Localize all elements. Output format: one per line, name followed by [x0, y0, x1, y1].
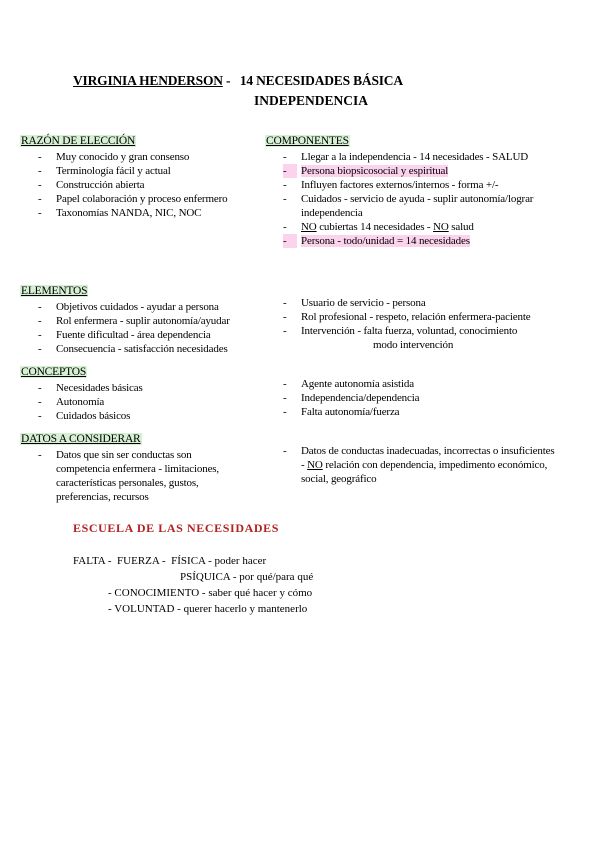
- list-item: - Usuario de servicio - persona: [283, 297, 426, 309]
- document-title: [73, 73, 403, 89]
- escuela-line-psiquica: PSÍQUICA - por qué/para qué: [180, 571, 314, 583]
- datos-section: [20, 429, 260, 504]
- elementos-left-list: [20, 300, 260, 356]
- elementos-section: [20, 281, 260, 356]
- conceptos-heading: CONCEPTOS: [21, 366, 87, 378]
- list-item: - Papel colaboración y proceso enfermero: [38, 193, 228, 205]
- razon-section: [20, 131, 260, 220]
- conceptos-left-list: [20, 381, 260, 423]
- list-item: - Cuidados básicos: [38, 410, 131, 422]
- list-item: - NO cubiertas 14 necesidades - NO salud: [283, 221, 474, 233]
- list-item: - Persona - todo/unidad = 14 necesidades: [283, 235, 470, 247]
- escuela-line-voluntad: - VOLUNTAD - querer hacerlo y mantenerlo: [108, 603, 308, 615]
- conceptos-right-list: [265, 377, 575, 419]
- datos-right: [265, 444, 555, 486]
- razon-heading: RAZÓN DE ELECCIÓN: [21, 135, 136, 147]
- title-topic: 14 NECESIDADES BÁSICA: [239, 73, 403, 88]
- title-separator: -: [222, 73, 240, 88]
- conceptos-section: [20, 362, 260, 423]
- list-item: - Intervención - falta fuerza, voluntad, conocimiento: [283, 325, 518, 337]
- list-item: - Muy conocido y gran consenso: [38, 151, 190, 163]
- escuela-heading: ESCUELA DE LAS NECESIDADES: [73, 521, 279, 535]
- list-item: - Falta autonomía/fuerza: [283, 406, 400, 418]
- list-item: - Persona biopsicosocial y espiritual: [283, 165, 449, 177]
- conceptos-right: [265, 377, 575, 419]
- list-item: - Independencia/dependencia: [283, 392, 420, 404]
- list-item: - Terminología fácil y actual: [38, 165, 171, 177]
- list-item: - Autonomía: [38, 396, 105, 408]
- componentes-list: [265, 150, 575, 248]
- document-subtitle: INDEPENDENCIA: [254, 93, 369, 108]
- escuela-line-falta: FALTA - FUERZA - FÍSICA - poder hacer: [73, 555, 267, 567]
- list-item: - Construcción abierta: [38, 179, 145, 191]
- list-item: - Necesidades básicas: [38, 382, 143, 394]
- list-item: - Llegar a la independencia - 14 necesidades - SALUD: [283, 151, 529, 163]
- razon-list: [20, 150, 260, 220]
- escuela-line-conocimiento: - CONOCIMIENTO - saber qué hacer y cómo: [108, 587, 313, 599]
- list-item: - Consecuencia - satisfacción necesidades: [38, 343, 228, 355]
- list-item: - Datos que sin ser conductas son competencia enfermera - limitaciones, características personales, gustos, preferencias, recursos: [38, 449, 220, 503]
- componentes-section: [265, 131, 575, 248]
- list-item: - Datos de conductas inadecuadas, incorrectas o insuficientes - NO relación con dependencia, impedimento económico, social, geográfico: [283, 445, 555, 485]
- list-item: - Cuidados - servicio de ayuda - suplir autonomía/lograr independencia: [283, 193, 534, 219]
- list-item: - Rol profesional - respeto, relación enfermera-paciente: [283, 311, 531, 323]
- list-item: - Influyen factores externos/internos - forma +/-: [283, 179, 499, 191]
- list-item: - Fuente dificultad - área dependencia: [38, 329, 211, 341]
- elementos-right: [265, 296, 575, 352]
- datos-right-list: [265, 444, 555, 486]
- list-item: - Taxonomías NANDA, NIC, NOC: [38, 207, 202, 219]
- elementos-right-list: [265, 296, 575, 352]
- list-item: - Objetivos cuidados - ayudar a persona: [38, 301, 219, 313]
- elementos-heading: ELEMENTOS: [21, 285, 88, 297]
- datos-heading: DATOS A CONSIDERAR: [21, 433, 141, 445]
- datos-left-list: [20, 448, 240, 504]
- list-item: modo intervención: [373, 339, 454, 351]
- componentes-heading: COMPONENTES: [266, 135, 349, 147]
- list-item: - Rol enfermera - suplir autonomía/ayudar: [38, 315, 230, 327]
- title-author: VIRGINIA HENDERSON: [73, 73, 223, 88]
- list-item: - Agente autonomía asistida: [283, 378, 414, 390]
